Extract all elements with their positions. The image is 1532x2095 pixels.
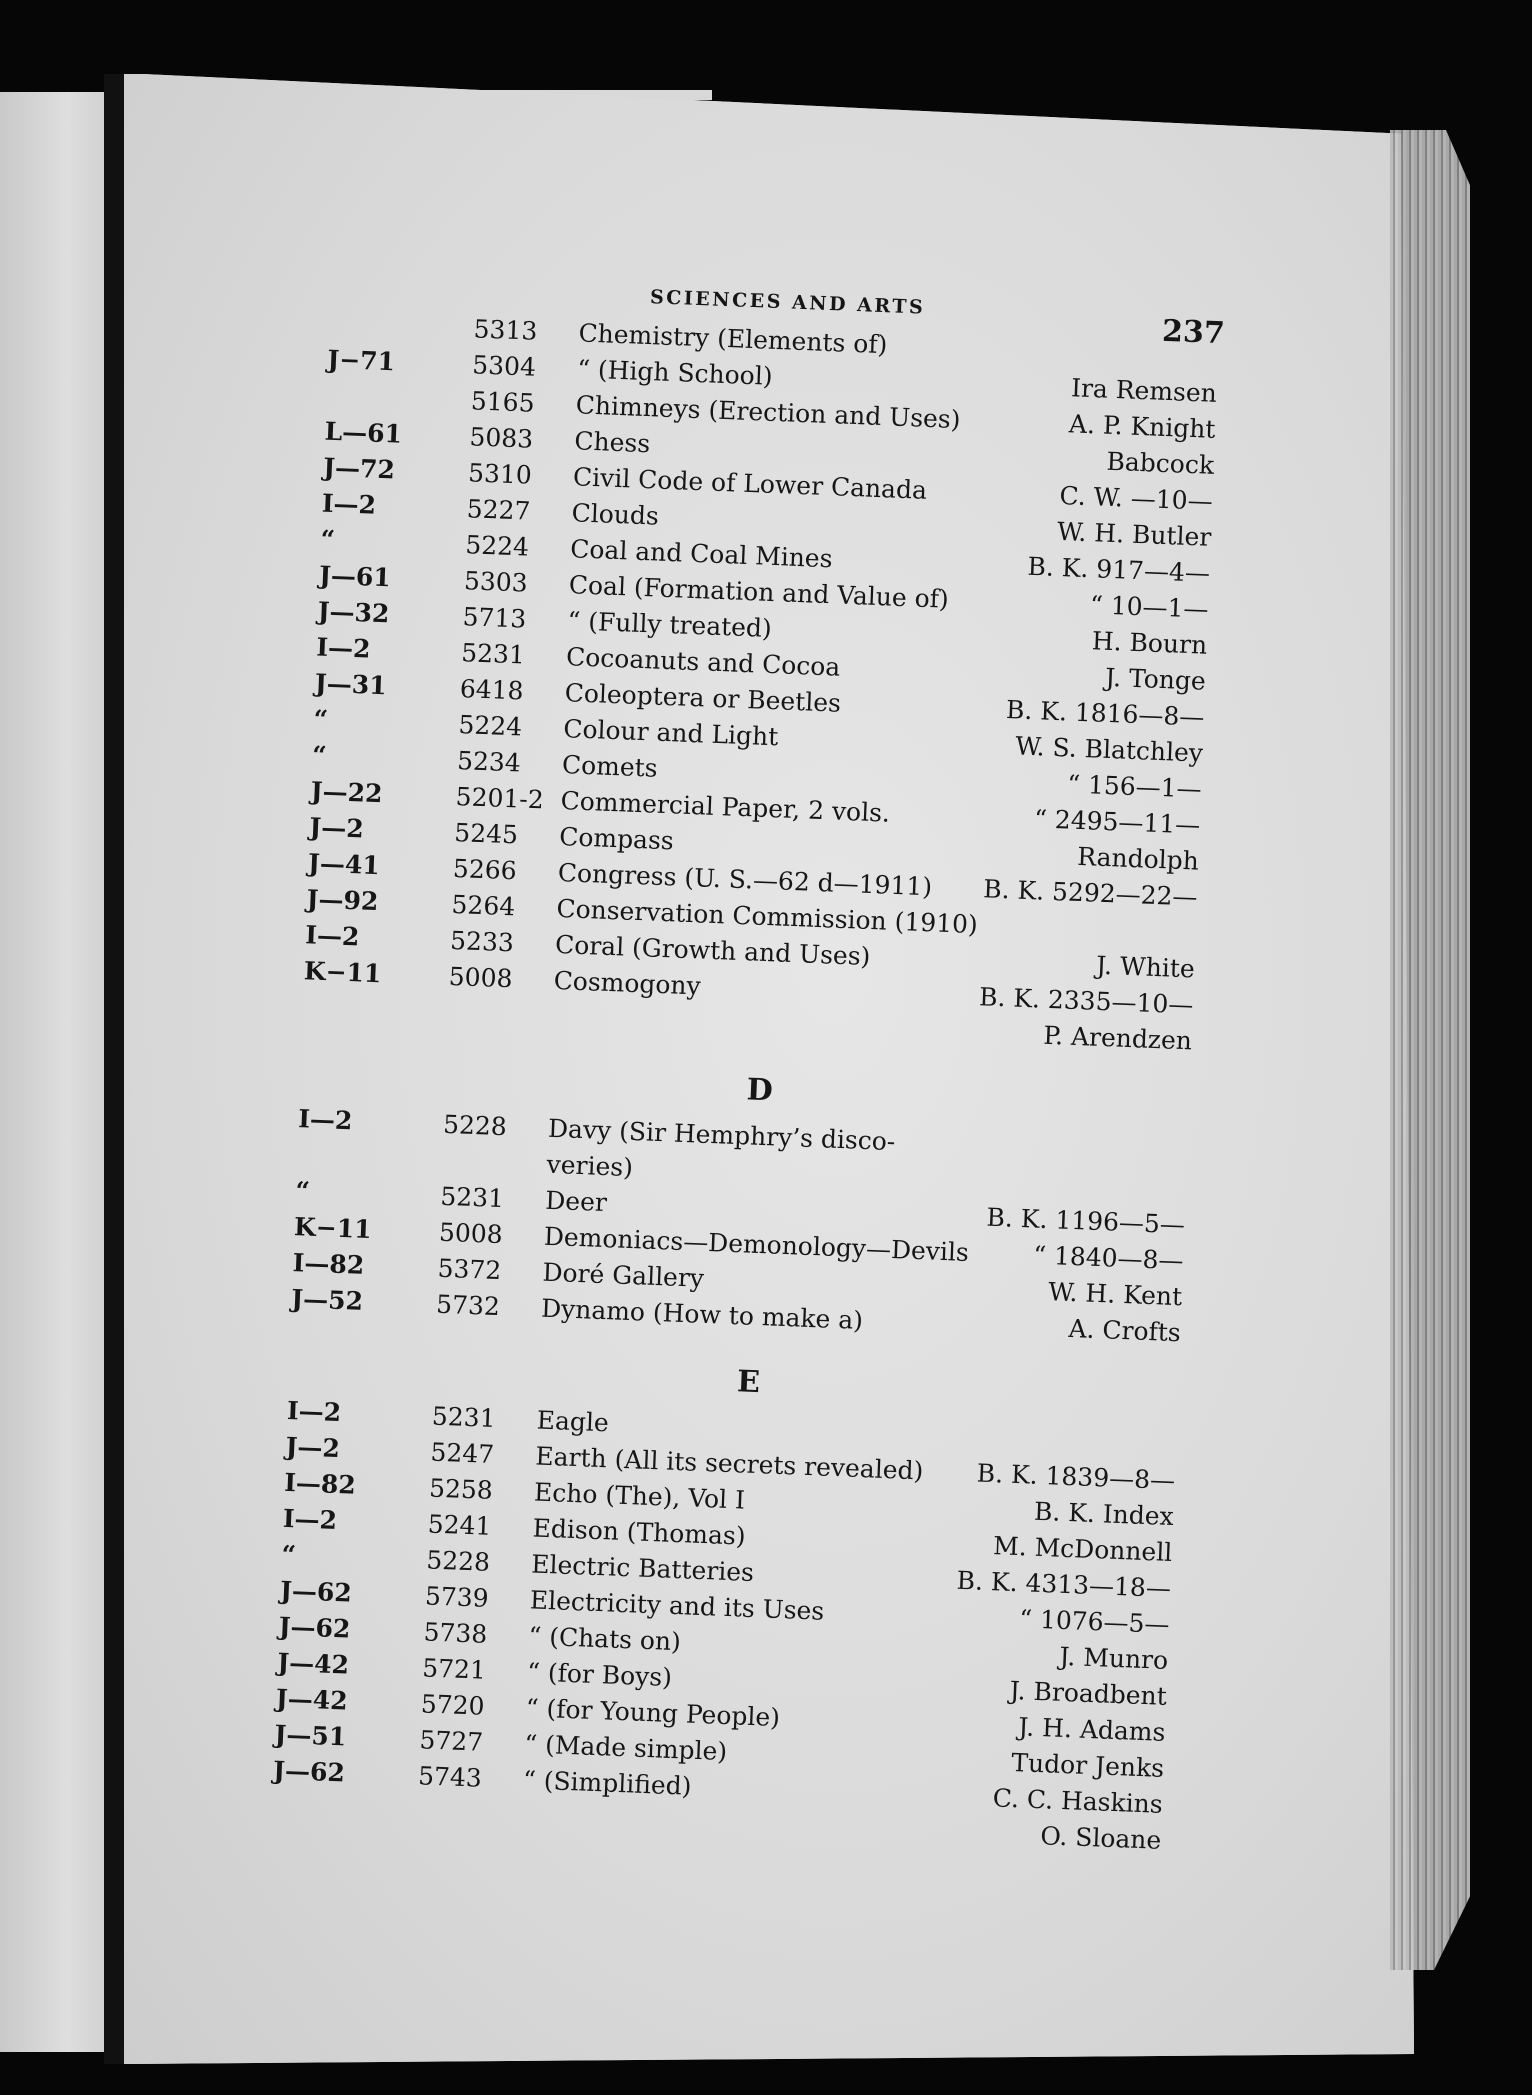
call-number: 5313 — [473, 314, 538, 346]
entry-author: “ 156—1— — [1066, 769, 1203, 804]
entry-author: A. Crofts — [1068, 1313, 1182, 1348]
call-number: 5258 — [428, 1473, 494, 1505]
call-number: 5264 — [451, 889, 516, 922]
entry-title: Coal (Formation and Value of) — [568, 570, 950, 614]
entry-author: “ 1076—5— — [1018, 1604, 1171, 1639]
entry-author: B. K. 4313—18— — [956, 1565, 1172, 1604]
entry-title: Comets — [561, 750, 659, 783]
shelf-mark: J—42 — [275, 1683, 349, 1716]
shelf-mark: J—22 — [310, 776, 383, 809]
call-number: 5721 — [421, 1653, 487, 1685]
entry-title: Clouds — [571, 498, 660, 531]
entry-title: “ (Fully treated) — [567, 606, 773, 643]
shelf-mark: J—41 — [307, 848, 381, 881]
entry-title: Cocoanuts and Cocoa — [565, 642, 841, 682]
call-number: 5234 — [456, 746, 522, 778]
call-number: 5245 — [453, 817, 519, 850]
call-number: 6418 — [459, 674, 525, 706]
entry-author: B. K. Index — [1033, 1496, 1175, 1532]
entry-title: “ (for Young People) — [525, 1693, 781, 1733]
entry-author: Randolph — [1076, 841, 1200, 876]
entry-title: Chess — [573, 426, 651, 459]
call-number: 5224 — [464, 530, 530, 562]
call-number: 5727 — [418, 1725, 484, 1757]
shelf-mark: J—2 — [308, 812, 365, 844]
shelf-mark: J—62 — [272, 1755, 346, 1788]
shelf-mark: “ — [313, 704, 329, 735]
entry-title: “ (for Boys) — [526, 1657, 673, 1692]
entry-author: “ 10—1— — [1089, 590, 1210, 624]
call-number: 5008 — [448, 961, 513, 994]
shelf-mark: I—2 — [315, 632, 372, 664]
call-number: 5083 — [469, 422, 534, 454]
entry-author: B. K. 1196—5— — [986, 1202, 1186, 1240]
shelf-mark: J—61 — [318, 560, 392, 593]
call-number: 5241 — [427, 1509, 492, 1541]
call-number: 5224 — [457, 710, 523, 742]
entry-title: Doré Gallery — [542, 1257, 705, 1293]
entry-author: B. K. 1839—8— — [976, 1458, 1176, 1496]
entry-title: Davy (Sir Hemphry’s disco- — [547, 1113, 896, 1157]
entry-title: Compass — [558, 822, 675, 856]
entry-title: Dynamo (How to make a) — [540, 1293, 864, 1335]
call-number: 5738 — [423, 1617, 488, 1649]
entry-title: Demoniacs—Demonology—Devils — [543, 1221, 970, 1268]
call-number: 5304 — [471, 350, 537, 382]
call-number: 5165 — [470, 386, 536, 418]
shelf-mark: J—32 — [317, 596, 390, 629]
entry-author: B. K. 1816—8— — [1005, 695, 1205, 732]
call-number: 5228 — [425, 1545, 491, 1577]
entry-title: “ (High School) — [576, 354, 774, 391]
entry-title: Echo (The), Vol I — [533, 1477, 746, 1515]
entry-title: Chemistry (Elements of) — [578, 318, 888, 360]
call-number: 5201-2 — [455, 782, 545, 815]
entry-title: Cosmogony — [553, 965, 702, 1001]
shelf-mark: I—2 — [321, 488, 377, 520]
call-number: 5231 — [439, 1181, 505, 1214]
entry-title: Electric Batteries — [530, 1549, 755, 1587]
entry-author: B. K. 2335—10— — [978, 982, 1194, 1020]
call-number: 5231 — [431, 1401, 497, 1433]
shelf-mark: J—72 — [322, 452, 396, 485]
shelf-mark: K−11 — [303, 956, 382, 989]
shelf-mark: “ — [280, 1539, 297, 1570]
call-number: 5720 — [420, 1689, 486, 1721]
call-number: 5233 — [449, 925, 515, 958]
entry-title: Chimneys (Erection and Uses) — [575, 390, 962, 435]
call-number: 5310 — [467, 458, 533, 490]
call-number: 5228 — [442, 1109, 508, 1142]
entry-author: B. K. 5292—22— — [982, 874, 1199, 912]
entry-title: Coleoptera or Beetles — [564, 678, 842, 718]
entry-title: Colour and Light — [562, 714, 779, 752]
shelf-mark: L—61 — [324, 416, 403, 449]
entry-author: C. W. —10— — [1059, 480, 1214, 516]
entry-title: Eagle — [536, 1405, 610, 1438]
shelf-mark: J—62 — [279, 1575, 353, 1608]
entry-author: Tudor Jenks — [1010, 1748, 1165, 1783]
shelf-mark: “ — [319, 524, 336, 555]
shelf-mark: “ — [294, 1176, 311, 1206]
call-number: 5372 — [437, 1253, 502, 1286]
call-number: 5743 — [417, 1761, 483, 1793]
shelf-mark: I—82 — [283, 1467, 357, 1500]
shelf-mark: I—2 — [304, 920, 360, 952]
entry-author: C. C. Haskins — [992, 1783, 1164, 1819]
call-number: 5713 — [462, 602, 527, 634]
entry-title: Congress (U. S.—62 d—1911) — [557, 857, 933, 902]
entry-author: W. H. Butler — [1056, 516, 1212, 552]
page-number: 237 — [1161, 313, 1226, 352]
entry-author: W. H. Kent — [1047, 1277, 1183, 1312]
entry-title: Electricity and its Uses — [529, 1585, 825, 1626]
section-letter: D — [746, 1072, 774, 1109]
entry-title: Conservation Commission (1910) — [555, 893, 979, 940]
entry-title: Earth (All its secrets revealed) — [534, 1441, 924, 1486]
entry-author: O. Sloane — [1039, 1821, 1162, 1855]
entry-author: B. K. 917—4— — [1026, 551, 1211, 588]
section-letter: E — [736, 1364, 761, 1401]
entry-title: Commercial Paper, 2 vols. — [560, 786, 891, 828]
shelf-mark: I—2 — [282, 1503, 338, 1535]
entry-author: J. H. Adams — [1017, 1712, 1166, 1747]
shelf-mark: J−71 — [326, 344, 396, 377]
shelf-mark: J—52 — [290, 1284, 364, 1316]
shelf-mark: J—31 — [314, 668, 388, 701]
shelf-mark: J—2 — [285, 1431, 341, 1464]
call-number: 5227 — [466, 494, 531, 526]
shelf-mark: J—51 — [274, 1719, 347, 1752]
shelf-mark: K−11 — [293, 1212, 373, 1245]
entry-author: Babcock — [1106, 446, 1215, 480]
shelf-mark: I—2 — [286, 1395, 342, 1428]
call-number: 5739 — [424, 1581, 490, 1613]
entry-author: P. Arendzen — [1042, 1020, 1193, 1056]
entry-author: J. Tonge — [1104, 662, 1207, 696]
entry-author: M. McDonnell — [992, 1531, 1173, 1568]
entry-title: “ (Simplified) — [522, 1765, 693, 1801]
entry-title: “ (Chats on) — [528, 1621, 682, 1657]
entry-title: “ (Made simple) — [523, 1729, 728, 1767]
entry-title: Coal and Coal Mines — [569, 534, 834, 574]
entry-author: “ 2495—11— — [1033, 804, 1201, 840]
entry-author: J. White — [1095, 950, 1196, 984]
entry-author: W. S. Blatchley — [1014, 731, 1204, 768]
catalogue-entries — [241, 305, 1219, 1859]
entry-author: “ 1840—8— — [1032, 1240, 1185, 1276]
entry-title: Edison (Thomas) — [532, 1513, 747, 1551]
shelf-mark: “ — [311, 740, 328, 770]
entry-title: Coral (Growth and Uses) — [554, 929, 871, 972]
running-title: SCIENCES AND ARTS — [649, 286, 926, 319]
call-number: 5247 — [430, 1437, 495, 1469]
call-number: 5732 — [435, 1289, 501, 1322]
entry-author: H. Bourn — [1091, 626, 1208, 660]
entry-author: A. P. Knight — [1068, 409, 1216, 444]
shelf-mark: J—42 — [276, 1647, 350, 1680]
shelf-mark: J—62 — [278, 1611, 351, 1644]
entry-title: Deer — [544, 1185, 608, 1218]
entry-author: J. Broadbent — [1009, 1675, 1168, 1711]
shelf-mark: J—92 — [306, 884, 379, 917]
entry-author: J. Munro — [1058, 1641, 1169, 1675]
shelf-mark: I—82 — [292, 1248, 365, 1280]
call-number: 5266 — [452, 853, 518, 886]
call-number: 5231 — [460, 638, 526, 670]
entry-title: Civil Code of Lower Canada — [572, 462, 928, 505]
call-number: 5303 — [463, 566, 529, 598]
entry-title: veries) — [546, 1149, 634, 1183]
shelf-mark: I—2 — [297, 1104, 353, 1136]
entry-author: Ira Remsen — [1070, 373, 1218, 408]
call-number: 5008 — [438, 1217, 504, 1250]
